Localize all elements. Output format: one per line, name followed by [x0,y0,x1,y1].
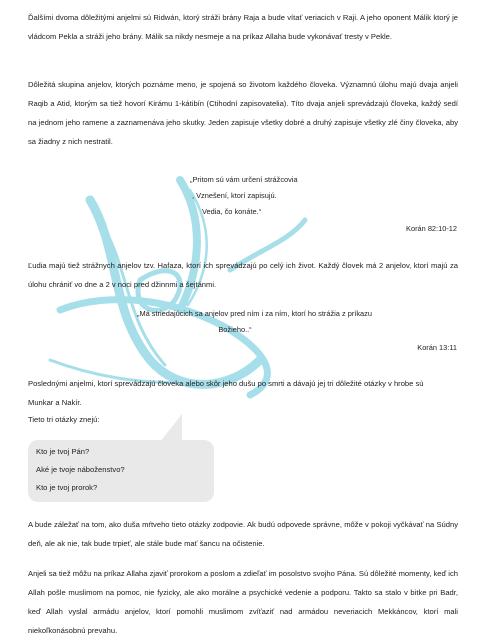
question-box-tail [160,414,182,442]
quote-1-reference: Korán 82:10-12 [406,224,457,233]
quote-2-line-2: Božieho..“ [218,325,252,334]
paragraph-answers: A bude záležať na tom, ako duša mŕtveho tieto otázky zodpovie. Ak budú odpovede správne, môže v pokoji vyčkávať na Súdny deň, ale ak nie, tak bude trpieť, ale stále bude mať šancu na očistenie. [28,520,458,548]
quote-2-line-1: „Má striedajúcich sa anjelov pred ním i za ním, ktorí ho strážia z príkazu [137,309,372,318]
question-1: Kto je tvoj Pán? [36,447,90,456]
quote-1-line-3: Vedia, čo konáte.“ [202,207,262,216]
question-2: Aké je tvoje náboženstvo? [36,465,125,474]
paragraph-munkar-nakir: Poslednými anjelmi, ktorí sprevádzajú človeka alebo skôr jeho dušu po smrti a dávajú jej tri dôležité otázky v hrobe sú Munkar a Nakír. [28,379,424,407]
paragraph-guardian-angels: Ľudia majú tiež strážnych anjelov tzv. Hafaza, ktorí ich sprevádzajú po celý ich život. Každý človek má 2 anjelov, ktorí majú za úlohu chrániť vo dne a 2 v noci pred džinnmi a šejtánmi. [28,261,458,289]
paragraph-ridwan-malik: Ďalšími dvoma dôležitými anjelmi sú Ridwán, ktorý stráži brány Raja a bude vítať veriacich v Raji. A jeho oponent Málik ktorý je vládcom Pekla a stráži jeho brány. Málik sa nikdy nesmeje a na príkaz Allaha bude vykonávať tresty v Pekle. [28,13,458,41]
quote-2-reference: Korán 13:11 [417,343,457,352]
quote-1-line-2: , Vznešení, ktorí zapisujú. [192,191,277,200]
quote-1 [190,172,298,220]
paragraph-questions-intro: Tieto tri otázky znejú: [28,415,100,424]
paragraph-recording-angels: Dôležitá skupina anjelov, ktorých poznáme meno, je spojená so životom každého človeka. Významnú úlohu majú dvaja anjeli Raqib a Atid, ktorým sa tiež hovorí Kirámu 1-kátibín (Ctihodní zapisovatelia). Títo dvaja anjeli sprevádzajú človeka, každý sedí na jednom jeho ramene a zaznamenáva jeho skutky. Jeden zapisuje všetky dobré a druhý zapisuje všetky zlé činy človeka, aby sa žiadny z nich nestratil. [28,80,458,146]
paragraph-revelation: Anjeli sa tiež môžu na príkaz Allaha zjaviť prorokom a poslom a zdieľať im posolstvo svojho Pána. Sú dôležité momenty, keď ich Allah pošle muslimom na pomoc, nie fyzicky, ale ako morálne a psychické vedenie a podporu. Takto sa stalo v bitke pri Badr, keď Allah vyslal armádu anjelov, ktorí pomohli muslimom zvíťaziť nad armádou neveriacich Mekkáncov, ktorí mali niekoľkonásobnú prevahu. [28,569,458,635]
quote-2 [137,306,372,338]
question-3: Kto je tvoj prorok? [36,483,98,492]
quote-1-line-1: „Pritom sú vám určení strážcovia [190,175,298,184]
